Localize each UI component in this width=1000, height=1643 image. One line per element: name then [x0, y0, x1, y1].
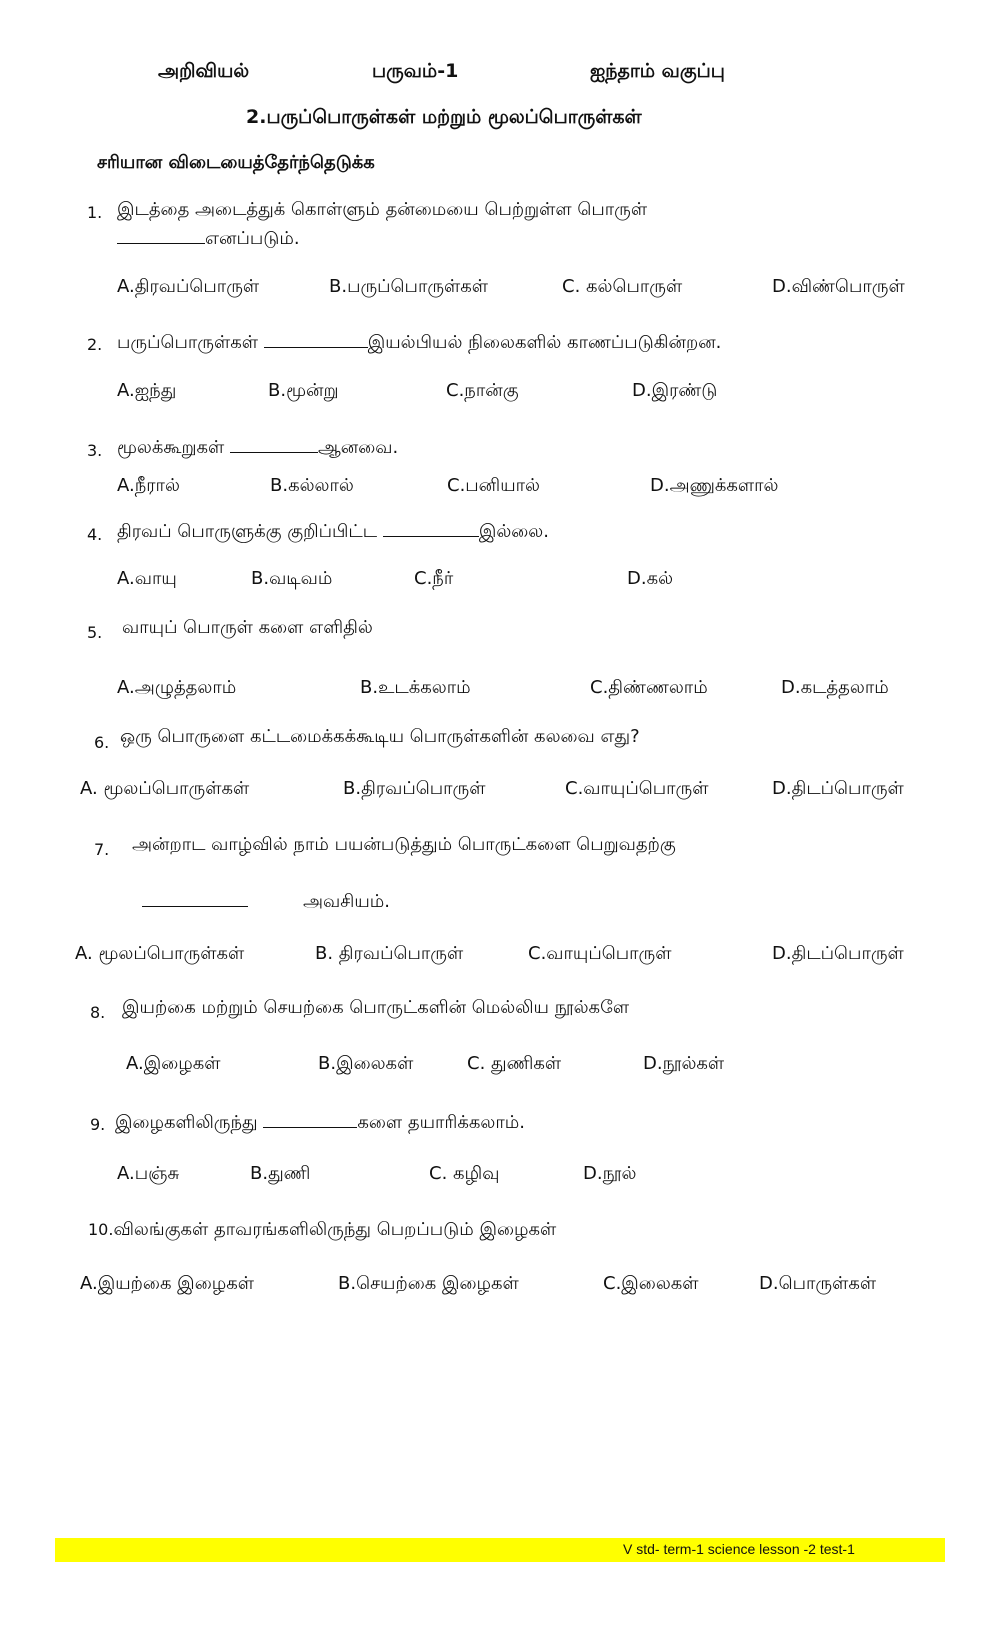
option-b[interactable]: B.பருப்பொருள்கள் [329, 276, 489, 297]
option-b[interactable]: B.இலைகள் [318, 1053, 414, 1074]
question-number: 1. [87, 203, 103, 222]
option-c[interactable]: C.நான்கு [446, 380, 519, 401]
question-text: வாயுப் பொருள் களை எளிதில் [122, 617, 373, 638]
question-text: 10.விலங்குகள் தாவரங்களிலிருந்து பெறப்படும் இழைகள் [88, 1219, 557, 1240]
option-d[interactable]: D.திடப்பொருள் [772, 778, 904, 799]
option-d[interactable]: D.இரண்டு [632, 380, 718, 401]
option-b[interactable]: B. திரவப்பொருள் [315, 943, 464, 964]
option-a[interactable]: A. மூலப்பொருள்கள் [75, 943, 245, 964]
answer-blank[interactable] [230, 434, 318, 453]
term-label: பருவம்-1 [372, 60, 459, 82]
option-c[interactable]: C.பனியால் [447, 475, 540, 496]
class-label: ஐந்தாம் வகுப்பு [590, 60, 725, 82]
option-b[interactable]: B.திரவப்பொருள் [343, 778, 486, 799]
option-a[interactable]: A.ஐந்து [117, 380, 177, 401]
question-number: 10. [88, 1220, 114, 1239]
question-text: இயற்கை மற்றும் செயற்கை பொருட்களின் மெல்லிய நூல்களே [122, 997, 630, 1018]
option-d[interactable]: D.கல் [627, 568, 674, 589]
answer-blank[interactable] [142, 888, 248, 907]
question-text: இடத்தை அடைத்துக் கொள்ளும் தன்மையை பெற்றுள்ள பொருள் [117, 199, 648, 220]
option-c[interactable]: C.திண்ணலாம் [590, 677, 708, 698]
option-b[interactable]: B.துணி [250, 1163, 311, 1184]
option-c[interactable]: C.நீர் [414, 568, 454, 589]
option-b[interactable]: B.உடக்கலாம் [360, 677, 471, 698]
answer-blank[interactable] [264, 329, 368, 348]
option-a[interactable]: A.பஞ்சு [117, 1163, 180, 1184]
option-b[interactable]: B.செயற்கை இழைகள் [338, 1273, 519, 1294]
answer-blank[interactable] [383, 518, 479, 537]
question-number: 3. [87, 441, 103, 460]
option-b[interactable]: B.மூன்று [268, 380, 339, 401]
option-d[interactable]: D.விண்பொருள் [772, 276, 905, 297]
answer-blank[interactable] [263, 1109, 357, 1128]
option-d[interactable]: D.நூல் [583, 1163, 637, 1184]
question-number: 2. [87, 335, 103, 354]
option-c[interactable]: C. கல்பொருள் [562, 276, 683, 297]
option-b[interactable]: B.கல்லால் [270, 475, 354, 496]
option-d[interactable]: D.பொருள்கள் [759, 1273, 877, 1294]
question-number: 8. [90, 1003, 106, 1022]
option-d[interactable]: D.திடப்பொருள் [772, 943, 904, 964]
question-number: 7. [94, 840, 110, 859]
answer-blank[interactable] [117, 225, 205, 244]
question-text: ஒரு பொருளை கட்டமைக்கக்கூடிய பொருள்களின் கலவை எது? [120, 726, 640, 747]
question-text: பருப்பொருள்கள் இயல்பியல் நிலைகளில் காணப்படுகின்றன. [117, 329, 721, 355]
instruction: சரியான விடையைத்தேர்ந்தெடுக்க [97, 152, 375, 173]
question-number: 9. [90, 1115, 106, 1134]
option-a[interactable]: A.அழுத்தலாம் [117, 677, 237, 698]
question-number: 6. [94, 733, 110, 752]
option-c[interactable]: C.வாயுப்பொருள் [565, 778, 709, 799]
option-b[interactable]: B.வடிவம் [251, 568, 333, 589]
question-text-line2: அவசியம். [142, 888, 390, 914]
option-d[interactable]: D.கடத்தலாம் [781, 677, 889, 698]
question-text-line2: எனப்படும். [117, 225, 300, 251]
option-c[interactable]: C. துணிகள் [467, 1053, 562, 1074]
footer-text: V std- term-1 science lesson -2 test-1 [623, 1541, 855, 1557]
option-d[interactable]: D.நூல்கள் [643, 1053, 725, 1074]
option-c[interactable]: C.வாயுப்பொருள் [528, 943, 672, 964]
subject-label: அறிவியல் [158, 60, 250, 82]
lesson-title: 2.பருப்பொருள்கள் மற்றும் மூலப்பொருள்கள் [246, 106, 642, 128]
option-c[interactable]: C. கழிவு [429, 1163, 500, 1184]
question-text: இழைகளிலிருந்து களை தயாரிக்கலாம். [115, 1109, 525, 1135]
option-c[interactable]: C.இலைகள் [603, 1273, 699, 1294]
footer-highlight-bar [55, 1538, 945, 1562]
option-a[interactable]: A.இழைகள் [126, 1053, 221, 1074]
option-d[interactable]: D.அணுக்களால் [650, 475, 779, 496]
option-a[interactable]: A.திரவப்பொருள் [117, 276, 260, 297]
question-number: 5. [87, 623, 103, 642]
option-a[interactable]: A. மூலப்பொருள்கள் [80, 778, 250, 799]
question-text: திரவப் பொருளுக்கு குறிப்பிட்ட இல்லை. [117, 518, 549, 544]
option-a[interactable]: A.இயற்கை இழைகள் [80, 1273, 254, 1294]
option-a[interactable]: A.வாயு [117, 568, 177, 589]
question-number: 4. [87, 525, 103, 544]
question-text: அன்றாட வாழ்வில் நாம் பயன்படுத்தும் பொருட்களை பெறுவதற்கு [132, 834, 676, 855]
option-a[interactable]: A.நீரால் [117, 475, 180, 496]
question-text: மூலக்கூறுகள் ஆனவை. [117, 434, 398, 460]
